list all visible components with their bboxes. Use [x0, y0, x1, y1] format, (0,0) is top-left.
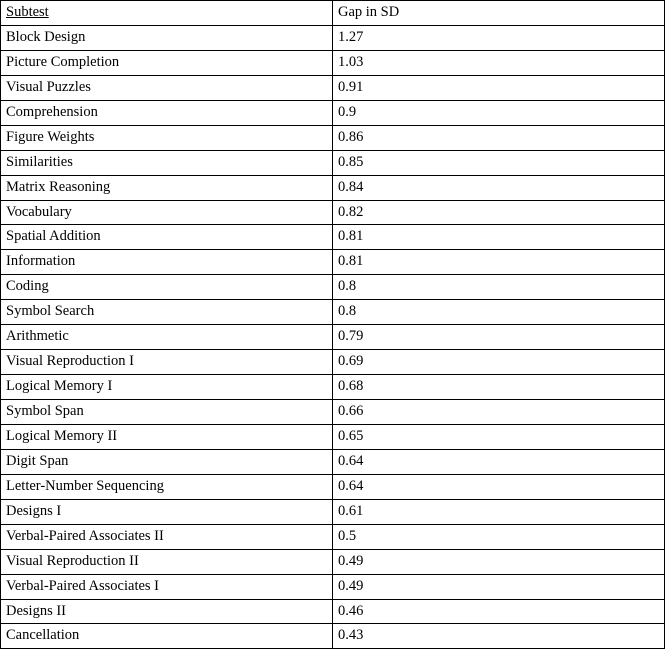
table-row — [1, 549, 665, 574]
table-row — [1, 175, 665, 200]
cell-subtest: Visual Reproduction I — [1, 350, 333, 375]
table-row — [1, 350, 665, 375]
cell-subtest: Vocabulary — [1, 200, 333, 225]
table-row — [1, 25, 665, 50]
cell-subtest: Figure Weights — [1, 125, 333, 150]
table-row — [1, 200, 665, 225]
cell-gap: 0.5 — [333, 524, 665, 549]
cell-subtest: Symbol Search — [1, 300, 333, 325]
cell-subtest: Logical Memory I — [1, 375, 333, 400]
table-row — [1, 524, 665, 549]
cell-subtest: Coding — [1, 275, 333, 300]
table-row — [1, 424, 665, 449]
cell-gap: 0.49 — [333, 549, 665, 574]
column-header-subtest-label: Subtest — [6, 4, 49, 20]
table-row — [1, 624, 665, 649]
table-row — [1, 400, 665, 425]
table-body — [1, 25, 665, 648]
cell-gap: 0.69 — [333, 350, 665, 375]
table-row — [1, 125, 665, 150]
table-header-row — [1, 1, 665, 26]
table-row — [1, 150, 665, 175]
cell-subtest: Verbal-Paired Associates II — [1, 524, 333, 549]
column-header-subtest — [1, 1, 333, 26]
table-header — [1, 1, 665, 26]
table-row — [1, 449, 665, 474]
table-row — [1, 499, 665, 524]
cell-gap: 0.8 — [333, 275, 665, 300]
table-row — [1, 599, 665, 624]
cell-subtest: Logical Memory II — [1, 424, 333, 449]
cell-gap: 0.64 — [333, 474, 665, 499]
cell-gap: 0.61 — [333, 499, 665, 524]
column-header-gap — [333, 1, 665, 26]
column-header-gap-label: Gap in SD — [338, 4, 400, 20]
table-row — [1, 250, 665, 275]
table-row — [1, 75, 665, 100]
cell-gap: 0.46 — [333, 599, 665, 624]
cell-gap: 0.81 — [333, 225, 665, 250]
table-row — [1, 50, 665, 75]
cell-subtest: Cancellation — [1, 624, 333, 649]
cell-subtest: Visual Reproduction II — [1, 549, 333, 574]
cell-subtest: Information — [1, 250, 333, 275]
cell-gap: 0.79 — [333, 325, 665, 350]
cell-subtest: Designs I — [1, 499, 333, 524]
cell-gap: 0.85 — [333, 150, 665, 175]
cell-subtest: Designs II — [1, 599, 333, 624]
cell-gap: 0.84 — [333, 175, 665, 200]
cell-subtest: Arithmetic — [1, 325, 333, 350]
cell-gap: 0.64 — [333, 449, 665, 474]
cell-subtest: Verbal-Paired Associates I — [1, 574, 333, 599]
cell-subtest: Letter-Number Sequencing — [1, 474, 333, 499]
cell-gap: 0.9 — [333, 100, 665, 125]
cell-subtest: Matrix Reasoning — [1, 175, 333, 200]
cell-subtest: Digit Span — [1, 449, 333, 474]
cell-gap: 0.86 — [333, 125, 665, 150]
cell-gap: 0.82 — [333, 200, 665, 225]
cell-gap: 0.68 — [333, 375, 665, 400]
cell-subtest: Comprehension — [1, 100, 333, 125]
cell-subtest: Visual Puzzles — [1, 75, 333, 100]
cell-gap: 1.03 — [333, 50, 665, 75]
table-row — [1, 300, 665, 325]
cell-gap: 0.66 — [333, 400, 665, 425]
cell-subtest: Similarities — [1, 150, 333, 175]
cell-gap: 0.65 — [333, 424, 665, 449]
cell-gap: 0.8 — [333, 300, 665, 325]
cell-subtest: Spatial Addition — [1, 225, 333, 250]
cell-subtest: Block Design — [1, 25, 333, 50]
cell-subtest: Symbol Span — [1, 400, 333, 425]
table-row — [1, 375, 665, 400]
cell-gap: 0.81 — [333, 250, 665, 275]
table-row — [1, 325, 665, 350]
table-row — [1, 275, 665, 300]
cell-gap: 0.91 — [333, 75, 665, 100]
cell-gap: 1.27 — [333, 25, 665, 50]
cell-gap: 0.49 — [333, 574, 665, 599]
cell-subtest: Picture Completion — [1, 50, 333, 75]
cell-gap: 0.43 — [333, 624, 665, 649]
table-row — [1, 574, 665, 599]
table-row — [1, 225, 665, 250]
table-row — [1, 474, 665, 499]
table-row — [1, 100, 665, 125]
